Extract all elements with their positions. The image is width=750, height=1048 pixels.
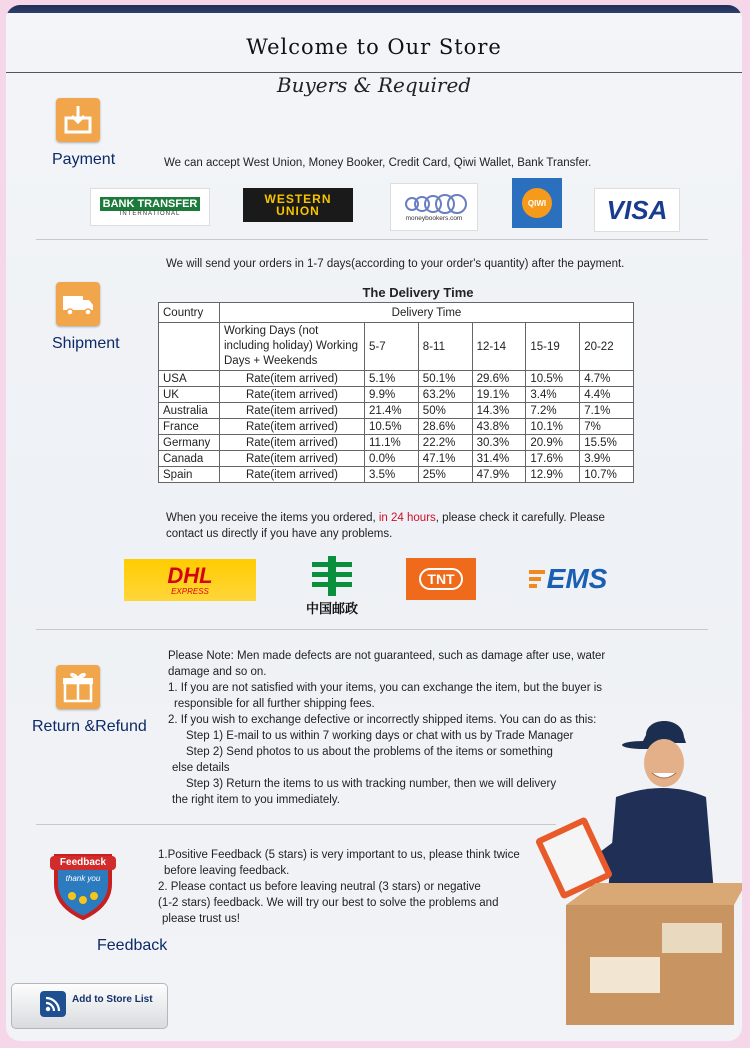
rate-value-cell: 4.4% xyxy=(580,387,634,403)
rate-description-cell: Rate(item arrived) xyxy=(220,419,365,435)
table-row xyxy=(159,435,634,451)
payment-text: We can accept West Union, Money Booker, Credit Card, Qiwi Wallet, Bank Transfer. xyxy=(164,157,592,169)
country-header-blank xyxy=(159,323,220,371)
rate-value-cell: 7.1% xyxy=(580,403,634,419)
dhl-logo xyxy=(124,559,256,601)
bank-transfer-logo-sub: INTERNATIONAL xyxy=(119,211,181,217)
return-line: else details xyxy=(172,762,230,774)
rate-value-cell: 3.9% xyxy=(580,451,634,467)
top-bar xyxy=(6,5,742,13)
delivery-time-header: Delivery Time xyxy=(220,303,634,323)
rate-value-cell: 10.5% xyxy=(526,371,580,387)
visa-logo xyxy=(594,188,680,232)
return-line: responsible for all further shipping fees. xyxy=(174,698,375,710)
feedback-label: Feedback xyxy=(97,937,168,954)
description-header: Working Days (not including holiday) Working Days + Weekends xyxy=(220,323,365,371)
page-subtitle: Buyers & Required xyxy=(276,73,472,97)
rate-value-cell: 12.9% xyxy=(526,467,580,483)
table-row xyxy=(159,419,634,435)
moneybookers-logo-text: moneybookers.com xyxy=(405,214,463,222)
rate-value-cell: 11.1% xyxy=(365,435,419,451)
rate-value-cell: 17.6% xyxy=(526,451,580,467)
rate-value-cell: 43.8% xyxy=(472,419,526,435)
table-row xyxy=(159,467,634,483)
ems-logo-text: EMS xyxy=(546,563,608,594)
add-to-store-list-button[interactable] xyxy=(11,983,168,1029)
country-header: Country xyxy=(159,303,220,323)
section-divider xyxy=(36,824,556,825)
rate-value-cell: 21.4% xyxy=(365,403,419,419)
bank-transfer-logo-text: BANK TRANSFER xyxy=(100,197,201,211)
delivery-table-body xyxy=(159,371,634,483)
rate-description-cell: Rate(item arrived) xyxy=(220,435,365,451)
country-cell: Canada xyxy=(159,451,220,467)
return-line: 1. If you are not satisfied with your items, you can exchange the item, but the buyer is xyxy=(168,682,603,694)
return-line: 2. If you wish to exchange defective or incorrectly shipped items. You can do as this: xyxy=(168,714,597,726)
rate-value-cell: 10.5% xyxy=(365,419,419,435)
china-post-logo xyxy=(292,550,372,620)
range-header: 5-7 xyxy=(365,323,419,371)
ems-logo xyxy=(520,561,616,597)
rate-value-cell: 3.4% xyxy=(526,387,580,403)
western-union-logo-line1: WESTERN xyxy=(264,192,332,206)
rate-value-cell: 10.7% xyxy=(580,467,634,483)
return-line: Step 3) Return the items to us with tracking number, then we will delivery xyxy=(186,778,557,790)
rate-value-cell: 7% xyxy=(580,419,634,435)
table-row xyxy=(159,387,634,403)
page-frame xyxy=(6,5,742,1041)
bank-transfer-logo xyxy=(90,188,210,226)
return-line: Step 1) E-mail to us within 7 working days or chat with us by Trade Manager xyxy=(186,730,574,742)
rate-value-cell: 9.9% xyxy=(365,387,419,403)
country-cell: USA xyxy=(159,371,220,387)
return-refund-label: Return &Refund xyxy=(32,718,147,735)
rate-description-cell: Rate(item arrived) xyxy=(220,371,365,387)
truck-icon xyxy=(56,282,100,326)
section-divider xyxy=(36,629,708,630)
country-cell: Germany xyxy=(159,435,220,451)
rate-description-cell: Rate(item arrived) xyxy=(220,403,365,419)
rate-value-cell: 31.4% xyxy=(472,451,526,467)
feedback-badge-sub: thank you xyxy=(65,874,101,883)
rate-value-cell: 50.1% xyxy=(418,371,472,387)
section-divider xyxy=(36,239,708,240)
rate-value-cell: 5.1% xyxy=(365,371,419,387)
shipment-intro: We will send your orders in 1-7 days(according to your order's quantity) after the payment. xyxy=(166,258,625,270)
feedback-text xyxy=(158,847,548,927)
rate-description-cell: Rate(item arrived) xyxy=(220,387,365,403)
qiwi-logo-text: QIWI xyxy=(527,198,547,208)
moneybookers-logo xyxy=(390,183,478,231)
rate-value-cell: 19.1% xyxy=(472,387,526,403)
country-cell: France xyxy=(159,419,220,435)
rate-value-cell: 10.1% xyxy=(526,419,580,435)
feedback-line: 1.Positive Feedback (5 stars) is very important to us, please think twice xyxy=(158,849,520,861)
china-post-logo-text: 中国邮政 xyxy=(305,600,358,616)
feedback-line: (1-2 stars) feedback. We will try our best to solve the problems and xyxy=(158,897,499,909)
return-line: the right item to you immediately. xyxy=(172,794,340,806)
rss-icon xyxy=(40,991,66,1017)
rate-value-cell: 63.2% xyxy=(418,387,472,403)
rate-value-cell: 20.9% xyxy=(526,435,580,451)
feedback-line: 2. Please contact us before leaving neutral (3 stars) or negative xyxy=(158,881,481,893)
check-items-text-part3: contact us directly if you have any problems. xyxy=(166,528,393,540)
tnt-logo xyxy=(406,558,476,600)
feedback-line: please trust us! xyxy=(162,913,240,925)
table-row xyxy=(159,403,634,419)
western-union-logo-line2: UNION xyxy=(276,204,320,218)
rate-value-cell: 14.3% xyxy=(472,403,526,419)
rate-value-cell: 22.2% xyxy=(418,435,472,451)
dhl-logo-sub: EXPRESS xyxy=(171,586,209,596)
country-cell: Australia xyxy=(159,403,220,419)
rate-value-cell: 30.3% xyxy=(472,435,526,451)
add-to-store-list-label: Add to Store List xyxy=(72,994,153,1005)
return-line: Step 2) Send photos to us about the problems of the items or something xyxy=(186,746,553,758)
return-line: Please Note: Men made defects are not guaranteed, such as damage after use, water xyxy=(168,650,606,662)
rate-value-cell: 28.6% xyxy=(418,419,472,435)
range-header: 12-14 xyxy=(472,323,526,371)
delivery-table-title: The Delivery Time xyxy=(362,285,474,300)
visa-logo-text: VISA xyxy=(606,194,668,225)
check-items-highlight: in 24 hours xyxy=(378,512,436,524)
rate-value-cell: 3.5% xyxy=(365,467,419,483)
western-union-logo xyxy=(243,188,353,222)
country-cell: UK xyxy=(159,387,220,403)
shipment-label: Shipment xyxy=(52,335,120,352)
delivery-time-table xyxy=(158,302,634,483)
return-line: damage and so on. xyxy=(168,666,267,678)
delivery-man-illustration xyxy=(526,705,742,1041)
feedback-line: before leaving feedback. xyxy=(164,865,290,877)
country-cell: Spain xyxy=(159,467,220,483)
tnt-logo-text: TNT xyxy=(419,568,462,590)
range-header: 8-11 xyxy=(418,323,472,371)
dhl-logo-text: DHL xyxy=(167,562,213,588)
table-row xyxy=(159,451,634,467)
feedback-badge-icon xyxy=(48,848,118,918)
rate-description-cell: Rate(item arrived) xyxy=(220,451,365,467)
rate-value-cell: 47.1% xyxy=(418,451,472,467)
check-items-text-part2: , please check it carefully. Please xyxy=(435,512,605,524)
table-row xyxy=(159,371,634,387)
check-items-text-part1: When you receive the items you ordered, xyxy=(166,512,376,524)
gift-box-icon xyxy=(56,665,100,709)
rate-description-cell: Rate(item arrived) xyxy=(220,467,365,483)
feedback-badge-text: Feedback xyxy=(59,857,107,868)
rate-value-cell: 25% xyxy=(418,467,472,483)
rate-value-cell: 0.0% xyxy=(365,451,419,467)
rate-value-cell: 29.6% xyxy=(472,371,526,387)
rate-value-cell: 7.2% xyxy=(526,403,580,419)
range-header: 15-19 xyxy=(526,323,580,371)
check-items-text xyxy=(166,510,646,542)
rate-value-cell: 47.9% xyxy=(472,467,526,483)
china-post-emblem-icon xyxy=(308,554,356,598)
inbox-download-icon xyxy=(56,98,100,142)
range-header: 20-22 xyxy=(580,323,634,371)
qiwi-logo xyxy=(512,178,562,228)
payment-label: Payment xyxy=(52,151,116,168)
rate-value-cell: 4.7% xyxy=(580,371,634,387)
rate-value-cell: 15.5% xyxy=(580,435,634,451)
moneybookers-rings-icon xyxy=(398,193,470,215)
page-title: Welcome to Our Store xyxy=(246,35,502,59)
rate-value-cell: 50% xyxy=(418,403,472,419)
